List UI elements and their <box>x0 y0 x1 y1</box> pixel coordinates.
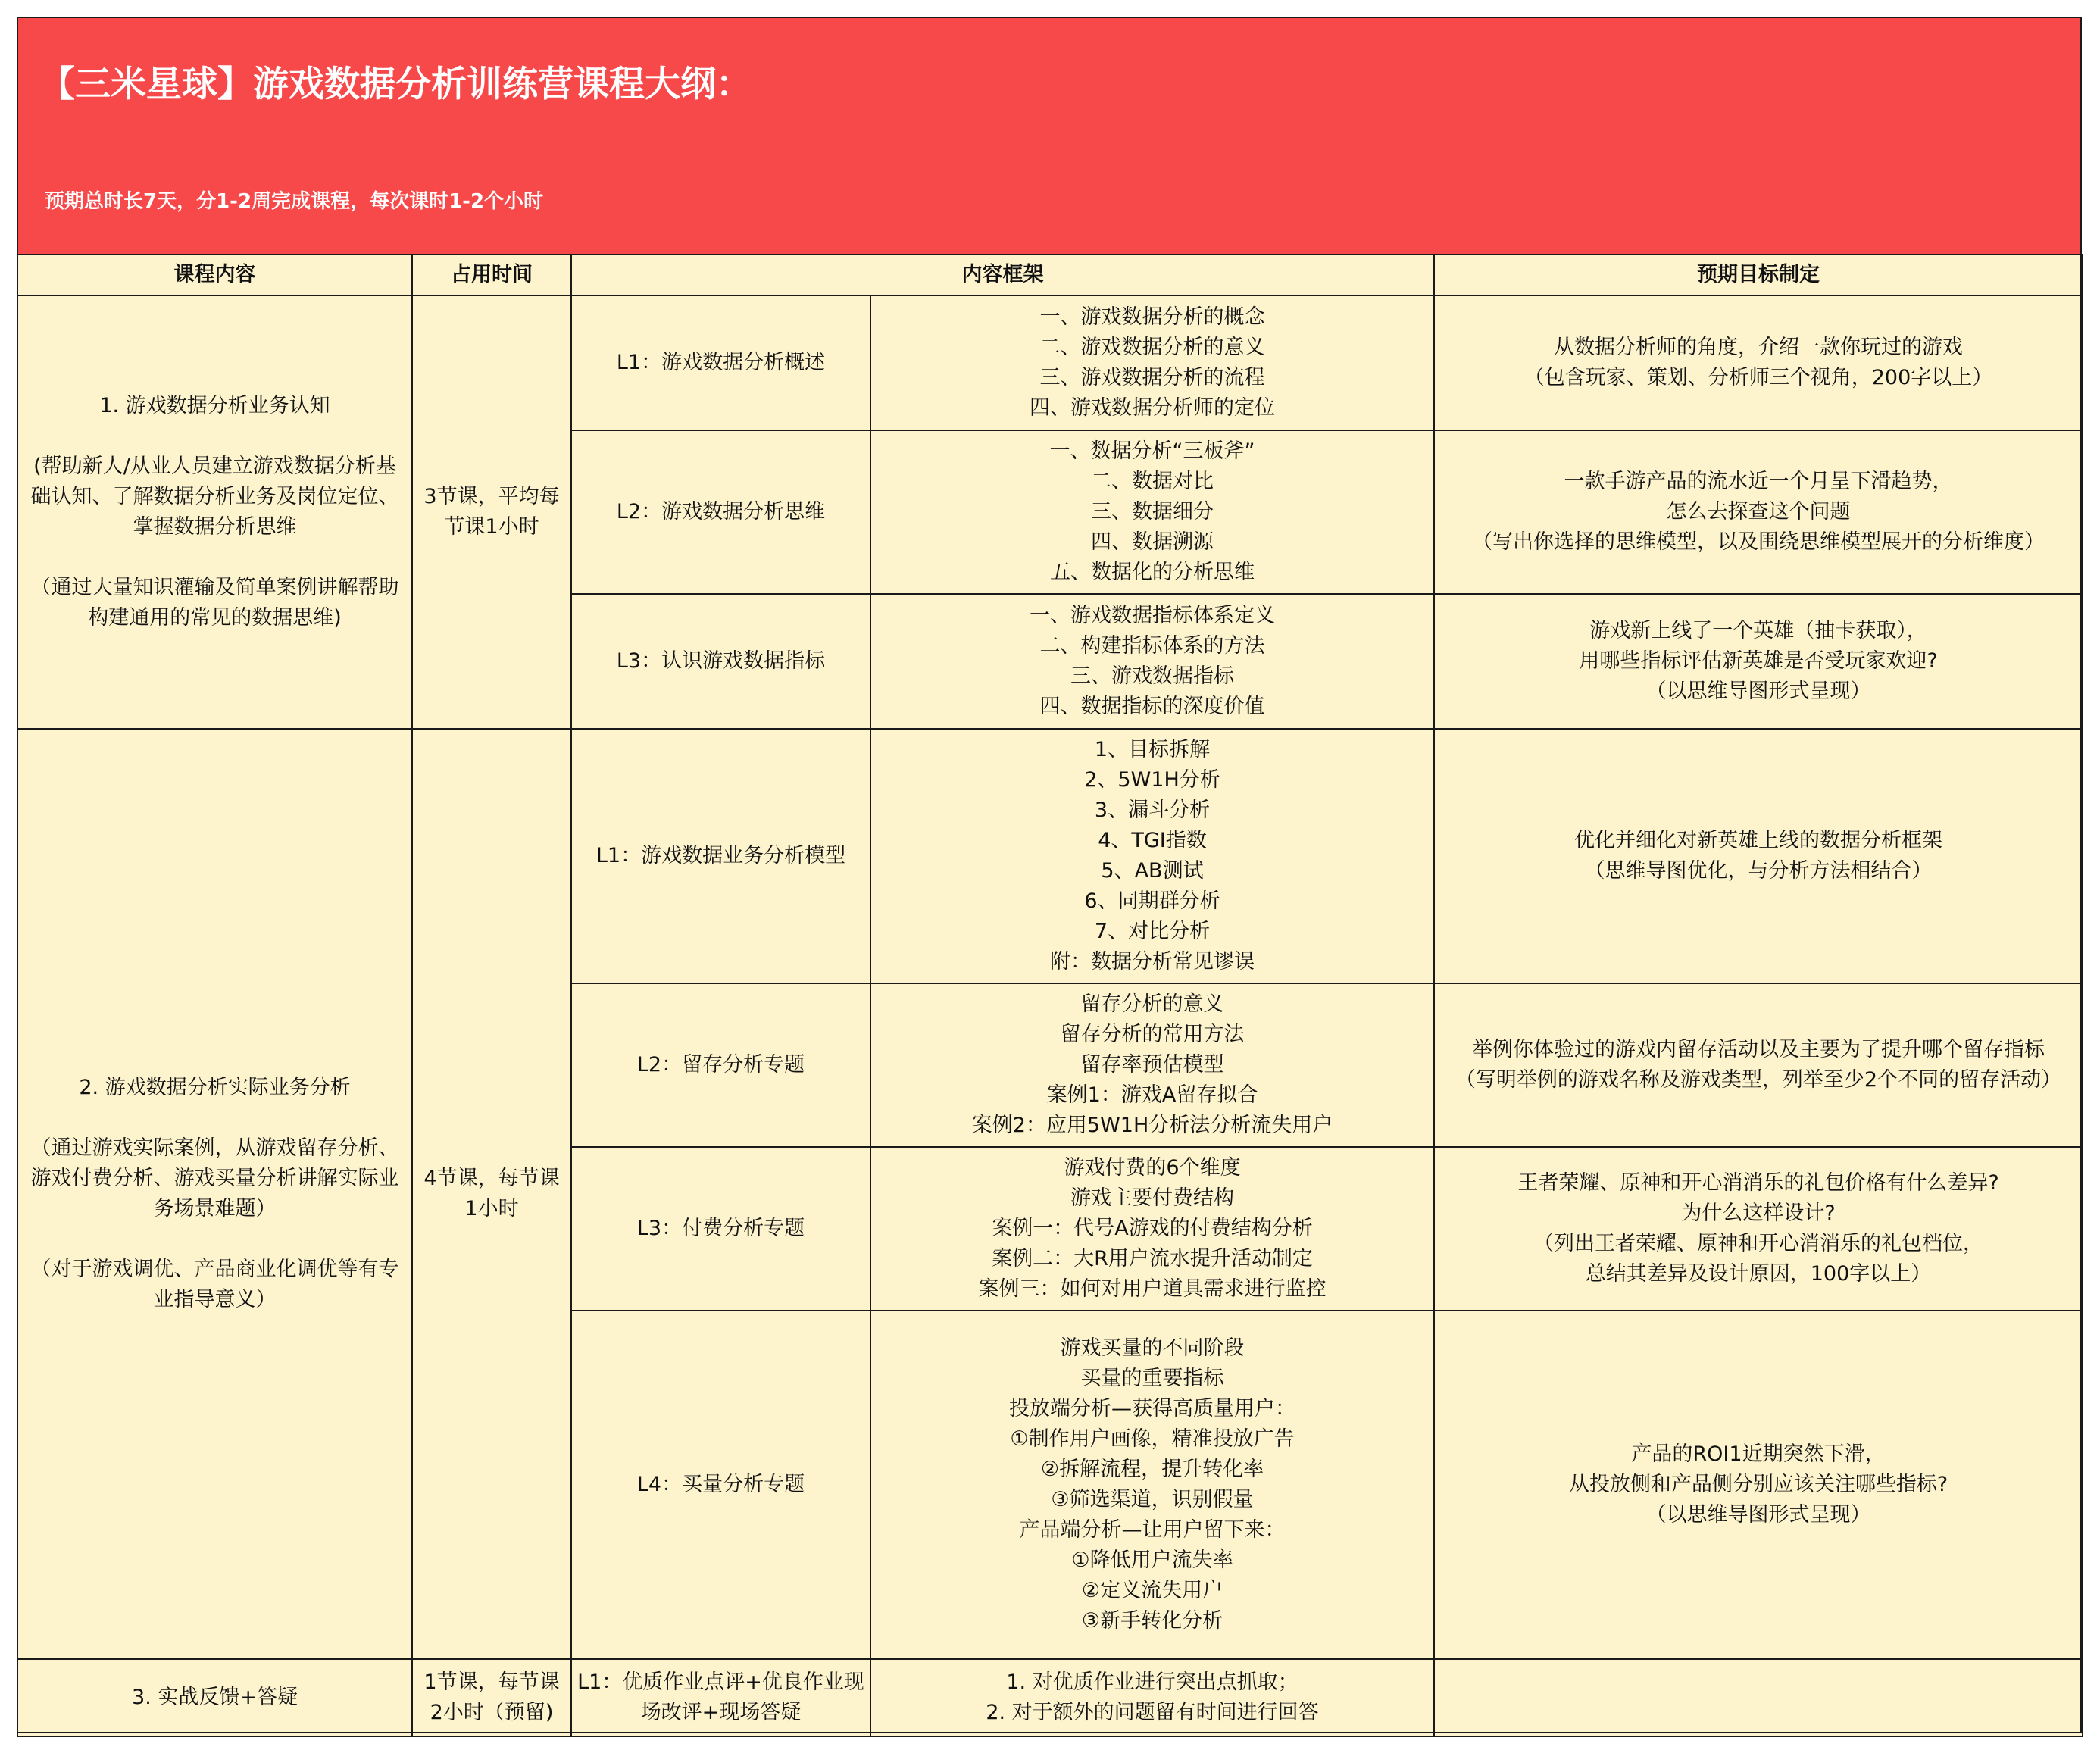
lesson-name-cell: L2：留存分析专题 <box>571 983 870 1147</box>
text-line: （写出你选择的思维模型，以及围绕思维模型展开的分析维度） <box>1472 530 2045 554</box>
text-line: （通过游戏实际案例，从游戏留存分析、游戏付费分析、游戏买量分析讲解实际业务场景难题） <box>30 1136 399 1220</box>
text-line: 5、AB测试 <box>1101 859 1204 883</box>
course-content-cell <box>17 729 412 1659</box>
text-line: ②拆解流程，提升转化率 <box>1040 1458 1264 1481</box>
text-line: （思维导图优化，与分析方法相结合） <box>1584 859 1933 883</box>
text-line: 产品的ROI1近期突然下滑， <box>1631 1442 1886 1466</box>
text-line: 四、游戏数据分析师的定位 <box>1030 396 1275 420</box>
text-line: 产品端分析—让用户留下来： <box>1019 1518 1286 1542</box>
lesson-goal-cell <box>1434 1147 2083 1311</box>
lesson-goal-cell <box>1434 295 2083 430</box>
course-outline-sheet <box>17 17 2082 1733</box>
lesson-framework-cell <box>870 729 1434 983</box>
text-line: 1、目标拆解 <box>1094 738 1211 761</box>
lesson-framework-cell <box>870 430 1434 594</box>
text-line: （以思维导图形式呈现） <box>1645 680 1871 703</box>
lesson-framework-cell <box>870 1659 1434 1736</box>
text-line: 1. 对优质作业进行突出点抓取； <box>1006 1670 1298 1694</box>
lesson-name-cell: L1：优质作业点评+优良作业现场改评+现场答疑 <box>571 1659 870 1736</box>
text-line: 游戏买量的不同阶段 <box>1060 1336 1245 1360</box>
text-line: ③新手转化分析 <box>1081 1609 1223 1633</box>
text-line: 一、游戏数据指标体系定义 <box>1030 604 1275 627</box>
text-line: 案例一：代号A游戏的付费结构分析 <box>992 1217 1313 1240</box>
text-line: 游戏新上线了一个英雄（抽卡获取）， <box>1589 619 1927 642</box>
text-line: 从数据分析师的角度，介绍一款你玩过的游戏 <box>1554 336 1963 359</box>
lesson-framework-cell <box>870 594 1434 729</box>
lesson-goal-cell <box>1434 1659 2083 1736</box>
text-line: （列出王者荣耀、原神和开心消消乐的礼包档位， <box>1533 1232 1983 1255</box>
lesson-name-cell: L1：游戏数据分析概述 <box>571 295 870 430</box>
text-line: 四、数据指标的深度价值 <box>1039 695 1265 718</box>
table-body <box>17 295 2083 1736</box>
lesson-name-cell: L2：游戏数据分析思维 <box>571 430 870 594</box>
text-line: 案例1：游戏A留存拟合 <box>1046 1083 1258 1107</box>
table-header-row <box>17 255 2083 295</box>
text-line: 案例三：如何对用户道具需求进行监控 <box>978 1277 1327 1301</box>
text-line: 三、游戏数据分析的流程 <box>1039 366 1265 389</box>
title-banner <box>17 17 2082 254</box>
header-expected-goal: 预期目标制定 <box>1434 255 2083 295</box>
lesson-goal-cell <box>1434 430 2083 594</box>
page-title: 【三米星球】游戏数据分析训练营课程大纲： <box>39 64 752 105</box>
header-content-framework: 内容框架 <box>571 255 1434 295</box>
text-line: ①降低用户流失率 <box>1071 1548 1233 1572</box>
text-line: 游戏付费的6个维度 <box>1064 1156 1241 1180</box>
header-time: 占用时间 <box>412 255 571 295</box>
text-line: 留存分析的常用方法 <box>1060 1023 1245 1046</box>
lesson-goal-cell <box>1434 594 2083 729</box>
lesson-framework-cell <box>870 295 1434 430</box>
text-line: 三、游戏数据指标 <box>1070 664 1234 688</box>
text-line: 4、TGI指数 <box>1098 829 1207 852</box>
table-row <box>17 729 2083 983</box>
text-line: 举例你体验过的游戏内留存活动以及主要为了提升哪个留存指标 <box>1472 1038 2045 1061</box>
text-line: （写明举例的游戏名称及游戏类型，列举至少2个不同的留存活动） <box>1455 1068 2062 1092</box>
text-line: 游戏主要付费结构 <box>1070 1186 1234 1210</box>
time-cell: 1节课，每节课2小时（预留) <box>412 1659 571 1736</box>
text-line: 一、数据分析“三板斧” <box>1049 439 1255 463</box>
text-line: 2. 游戏数据分析实际业务分析 <box>79 1076 351 1099</box>
lesson-name-cell: L4：买量分析专题 <box>571 1311 870 1659</box>
time-cell: 3节课，平均每节课1小时 <box>412 295 571 729</box>
course-table <box>17 254 2083 1737</box>
text-line: 二、游戏数据分析的意义 <box>1039 336 1265 359</box>
text-line: 3、漏斗分析 <box>1094 798 1211 822</box>
text-line: (帮助新人/从业人员建立游戏数据分析基础认知、了解数据分析业务及岗位定位、掌握数据分析思维 <box>30 455 399 539</box>
text-line: 投放端分析—获得高质量用户： <box>1009 1397 1295 1420</box>
text-line: 为什么这样设计? <box>1681 1202 1836 1225</box>
text-line: 用哪些指标评估新英雄是否受玩家欢迎? <box>1579 649 1938 673</box>
text-line: 怎么去探查这个问题 <box>1666 500 1851 523</box>
lesson-goal-cell <box>1434 729 2083 983</box>
text-line: 留存率预估模型 <box>1080 1053 1224 1077</box>
lesson-name-cell: L3：付费分析专题 <box>571 1147 870 1311</box>
text-line: 1. 游戏数据分析业务认知 <box>99 394 330 417</box>
lesson-framework-cell <box>870 1311 1434 1659</box>
text-line: （对于游戏调优、产品商业化调优等有专业指导意义） <box>30 1258 399 1311</box>
text-line: 6、同期群分析 <box>1084 889 1220 913</box>
course-content-cell <box>17 295 412 729</box>
text-line: 二、构建指标体系的方法 <box>1039 634 1265 658</box>
text-line: 附：数据分析常见谬误 <box>1050 950 1255 973</box>
text-line: （通过大量知识灌输及简单案例讲解帮助构建通用的常见的数据思维) <box>30 576 399 630</box>
text-line: ①制作用户画像，精准投放广告 <box>1010 1427 1295 1451</box>
header-course-content: 课程内容 <box>17 255 412 295</box>
text-line: 王者荣耀、原神和开心消消乐的礼包价格有什么差异? <box>1517 1171 1999 1195</box>
text-line: 案例2：应用5W1H分析法分析流失用户 <box>971 1114 1333 1137</box>
lesson-name-cell: L3：认识游戏数据指标 <box>571 594 870 729</box>
text-line: 总结其差异及设计原因，100字以上） <box>1585 1262 1932 1286</box>
text-line: 一款手游产品的流水近一个月呈下滑趋势， <box>1564 470 1953 493</box>
lesson-name-cell: L1：游戏数据业务分析模型 <box>571 729 870 983</box>
lesson-goal-cell <box>1434 983 2083 1147</box>
text-line: 四、数据溯源 <box>1091 530 1214 554</box>
lesson-framework-cell <box>870 1147 1434 1311</box>
time-cell: 4节课，每节课1小时 <box>412 729 571 1659</box>
text-line: 3. 实战反馈+答疑 <box>132 1686 298 1709</box>
text-line: 留存分析的意义 <box>1080 992 1224 1016</box>
lesson-goal-cell <box>1434 1311 2083 1659</box>
text-line: 买量的重要指标 <box>1080 1367 1224 1390</box>
text-line: 7、对比分析 <box>1094 920 1211 943</box>
text-line: 一、游戏数据分析的概念 <box>1039 305 1265 329</box>
course-content-cell <box>17 1659 412 1736</box>
text-line: 2. 对于额外的问题留有时间进行回答 <box>986 1701 1319 1724</box>
text-line: ③筛选渠道，识别假量 <box>1051 1488 1254 1511</box>
text-line: 优化并细化对新英雄上线的数据分析框架 <box>1574 829 1942 852</box>
text-line: 五、数据化的分析思维 <box>1050 561 1255 584</box>
text-line: （包含玩家、策划、分析师三个视角，200字以上） <box>1523 366 1993 389</box>
text-line: 三、数据细分 <box>1091 500 1214 523</box>
text-line: 案例二：大R用户流水提升活动制定 <box>992 1247 1313 1270</box>
text-line: ②定义流失用户 <box>1081 1579 1223 1602</box>
lesson-framework-cell <box>870 983 1434 1147</box>
text-line: 从投放侧和产品侧分别应该关注哪些指标? <box>1568 1473 1948 1496</box>
text-line: 2、5W1H分析 <box>1084 768 1220 792</box>
table-row <box>17 295 2083 430</box>
text-line: （以思维导图形式呈现） <box>1645 1503 1871 1527</box>
text-line: 二、数据对比 <box>1091 470 1214 493</box>
page-subtitle: 预期总时长7天，分1-2周完成课程，每次课时1-2个小时 <box>45 190 544 213</box>
table-row <box>17 1659 2083 1736</box>
